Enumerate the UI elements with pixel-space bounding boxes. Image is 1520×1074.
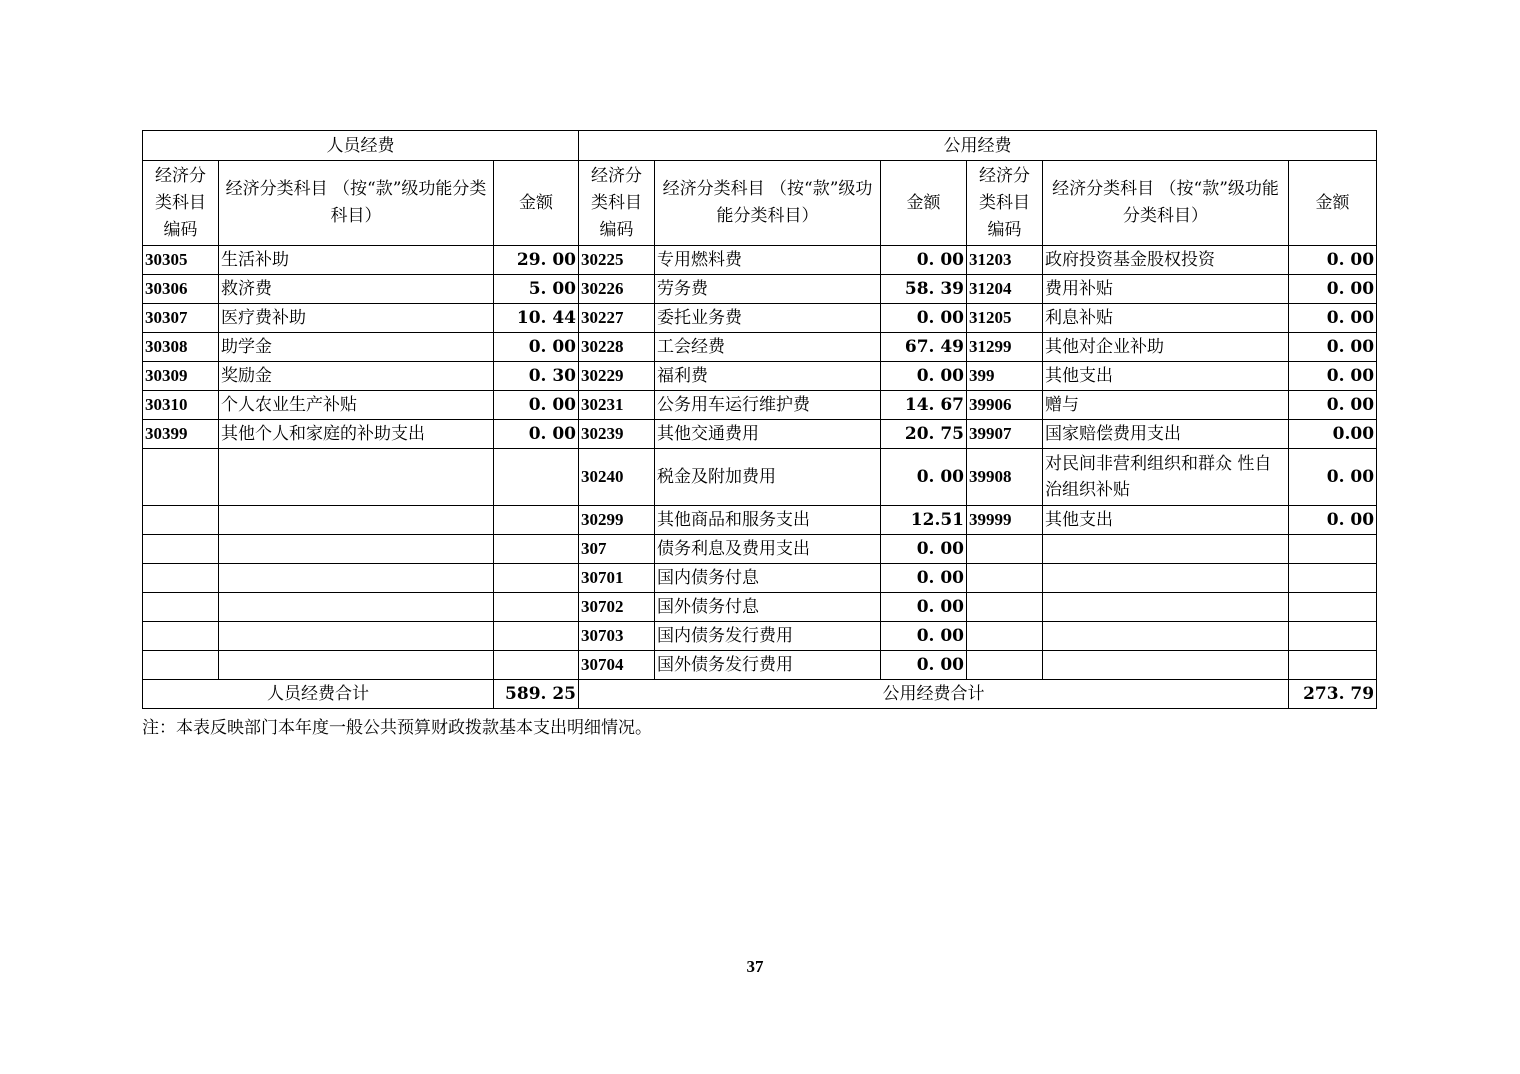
other-item-cell: [1043, 564, 1289, 593]
public-code-cell: 30240: [579, 449, 655, 506]
table-row: [143, 246, 1377, 275]
personnel-total-label: 人员经费合计: [143, 680, 494, 709]
other-code-cell: 399: [967, 362, 1043, 391]
public-code-cell: 30702: [579, 593, 655, 622]
header-code: 经济分 类科目 编码: [579, 161, 655, 246]
personnel-amount-cell: [494, 506, 579, 535]
public-amount-cell: 0. 00: [881, 362, 967, 391]
table-row: [143, 391, 1377, 420]
table-row: [143, 506, 1377, 535]
personnel-amount-cell: 0. 00: [494, 391, 579, 420]
personnel-item-cell: 生活补助: [219, 246, 494, 275]
public-amount-cell: 0. 00: [881, 622, 967, 651]
other-item-cell: 其他支出: [1043, 362, 1289, 391]
public-item-cell: 公务用车运行维护费: [655, 391, 881, 420]
other-amount-cell: [1289, 564, 1377, 593]
personnel-item-cell: [219, 535, 494, 564]
public-item-cell: 国外债务付息: [655, 593, 881, 622]
table-row: [143, 362, 1377, 391]
public-code-cell: 30703: [579, 622, 655, 651]
personnel-amount-cell: 0. 00: [494, 333, 579, 362]
public-amount-cell: 0. 00: [881, 651, 967, 680]
public-code-cell: 30226: [579, 275, 655, 304]
other-amount-cell: 0. 00: [1289, 333, 1377, 362]
table-row: [143, 304, 1377, 333]
header-code: 经济分 类科目 编码: [143, 161, 219, 246]
other-amount-cell: 0. 00: [1289, 362, 1377, 391]
public-item-cell: 税金及附加费用: [655, 449, 881, 506]
other-code-cell: 39907: [967, 420, 1043, 449]
public-code-cell: 30701: [579, 564, 655, 593]
public-item-cell: 委托业务费: [655, 304, 881, 333]
other-amount-cell: [1289, 651, 1377, 680]
personnel-item-cell: 奖励金: [219, 362, 494, 391]
personnel-code-cell: 30309: [143, 362, 219, 391]
header-amount: 金额: [1289, 161, 1377, 246]
table-row: [143, 622, 1377, 651]
other-code-cell: [967, 535, 1043, 564]
personnel-amount-cell: [494, 564, 579, 593]
public-amount-cell: 58. 39: [881, 275, 967, 304]
header-amount: 金额: [881, 161, 967, 246]
other-amount-cell: [1289, 593, 1377, 622]
other-amount-cell: [1289, 535, 1377, 564]
personnel-code-cell: 30399: [143, 420, 219, 449]
personnel-item-cell: 助学金: [219, 333, 494, 362]
personnel-amount-cell: 5. 00: [494, 275, 579, 304]
table-row: [143, 449, 1377, 506]
personnel-item-cell: [219, 622, 494, 651]
personnel-code-cell: [143, 535, 219, 564]
other-amount-cell: 0. 00: [1289, 449, 1377, 506]
public-item-cell: 专用燃料费: [655, 246, 881, 275]
other-amount-cell: 0. 00: [1289, 275, 1377, 304]
other-item-cell: 政府投资基金股权投资: [1043, 246, 1289, 275]
personnel-item-cell: [219, 564, 494, 593]
personnel-amount-cell: [494, 593, 579, 622]
public-item-cell: 其他商品和服务支出: [655, 506, 881, 535]
other-item-cell: [1043, 622, 1289, 651]
header-amount: 金额: [494, 161, 579, 246]
public-amount-cell: 0. 00: [881, 593, 967, 622]
personnel-item-cell: [219, 449, 494, 506]
personnel-amount-cell: 29. 00: [494, 246, 579, 275]
personnel-item-cell: 其他个人和家庭的补助支出: [219, 420, 494, 449]
public-item-cell: 国外债务发行费用: [655, 651, 881, 680]
public-code-cell: 30704: [579, 651, 655, 680]
other-amount-cell: 0. 00: [1289, 506, 1377, 535]
public-code-cell: 30299: [579, 506, 655, 535]
public-amount-cell: 20. 75: [881, 420, 967, 449]
table-row: [143, 420, 1377, 449]
public-total-label: 公用经费合计: [579, 680, 1289, 709]
header-item: 经济分类科目 （按“款”级功能分类科目）: [219, 161, 494, 246]
personnel-item-cell: [219, 593, 494, 622]
public-amount-cell: 0. 00: [881, 535, 967, 564]
other-item-cell: 费用补贴: [1043, 275, 1289, 304]
personnel-item-cell: [219, 506, 494, 535]
table-row: [143, 651, 1377, 680]
public-code-cell: 30231: [579, 391, 655, 420]
other-item-cell: 利息补贴: [1043, 304, 1289, 333]
personnel-code-cell: [143, 506, 219, 535]
header-item: 经济分类科目 （按“款”级功能分类科目）: [1043, 161, 1289, 246]
expense-table: [142, 130, 1377, 709]
other-amount-cell: 0. 00: [1289, 391, 1377, 420]
header-item: 经济分类科目 （按“款”级功能分类科目）: [655, 161, 881, 246]
table-row: [143, 275, 1377, 304]
personnel-item-cell: [219, 651, 494, 680]
table-note: 注：本表反映部门本年度一般公共预算财政拨款基本支出明细情况。: [142, 718, 652, 738]
public-item-cell: 其他交通费用: [655, 420, 881, 449]
public-code-cell: 30228: [579, 333, 655, 362]
other-amount-cell: 0.00: [1289, 420, 1377, 449]
other-item-cell: [1043, 535, 1289, 564]
other-amount-cell: [1289, 622, 1377, 651]
personnel-total-value: 589. 25: [494, 680, 579, 709]
personnel-item-cell: 医疗费补助: [219, 304, 494, 333]
other-item-cell: 其他对企业补助: [1043, 333, 1289, 362]
personnel-item-cell: 救济费: [219, 275, 494, 304]
table-row: [143, 593, 1377, 622]
other-code-cell: 31205: [967, 304, 1043, 333]
other-amount-cell: 0. 00: [1289, 246, 1377, 275]
public-amount-cell: 14. 67: [881, 391, 967, 420]
personnel-code-cell: 30308: [143, 333, 219, 362]
table-row: [143, 535, 1377, 564]
public-item-cell: 劳务费: [655, 275, 881, 304]
personnel-amount-cell: [494, 651, 579, 680]
personnel-code-cell: 30307: [143, 304, 219, 333]
public-item-cell: 福利费: [655, 362, 881, 391]
other-code-cell: 31204: [967, 275, 1043, 304]
personnel-code-cell: [143, 622, 219, 651]
other-item-cell: 对民间非营利组织和群众 性自治组织补贴: [1043, 449, 1289, 506]
personnel-code-cell: 30305: [143, 246, 219, 275]
personnel-code-cell: [143, 564, 219, 593]
public-amount-cell: 0. 00: [881, 246, 967, 275]
personnel-code-cell: [143, 593, 219, 622]
public-code-cell: 30227: [579, 304, 655, 333]
personnel-amount-cell: 0. 00: [494, 420, 579, 449]
table-row: [143, 564, 1377, 593]
public-amount-cell: 67. 49: [881, 333, 967, 362]
public-total-value: 273. 79: [1289, 680, 1377, 709]
other-item-cell: 其他支出: [1043, 506, 1289, 535]
personnel-amount-cell: [494, 449, 579, 506]
public-item-cell: 国内债务发行费用: [655, 622, 881, 651]
other-code-cell: [967, 622, 1043, 651]
other-item-cell: 赠与: [1043, 391, 1289, 420]
public-amount-cell: 12.51: [881, 506, 967, 535]
other-item-cell: 国家赔偿费用支出: [1043, 420, 1289, 449]
other-amount-cell: 0. 00: [1289, 304, 1377, 333]
personnel-amount-cell: 0. 30: [494, 362, 579, 391]
other-code-cell: [967, 651, 1043, 680]
personnel-amount-cell: [494, 535, 579, 564]
other-item-cell: [1043, 593, 1289, 622]
table-row: [143, 333, 1377, 362]
personnel-code-cell: [143, 449, 219, 506]
other-code-cell: [967, 593, 1043, 622]
public-amount-cell: 0. 00: [881, 304, 967, 333]
public-item-cell: 工会经费: [655, 333, 881, 362]
other-code-cell: 39906: [967, 391, 1043, 420]
section-personnel: 人员经费: [143, 131, 579, 161]
personnel-code-cell: 30310: [143, 391, 219, 420]
public-amount-cell: 0. 00: [881, 564, 967, 593]
public-code-cell: 30225: [579, 246, 655, 275]
header-code: 经济分 类科目 编码: [967, 161, 1043, 246]
public-item-cell: 国内债务付息: [655, 564, 881, 593]
public-item-cell: 债务利息及费用支出: [655, 535, 881, 564]
public-code-cell: 307: [579, 535, 655, 564]
other-code-cell: 31299: [967, 333, 1043, 362]
other-code-cell: 39999: [967, 506, 1043, 535]
section-public: 公用经费: [579, 131, 1377, 161]
personnel-code-cell: [143, 651, 219, 680]
personnel-item-cell: 个人农业生产补贴: [219, 391, 494, 420]
other-code-cell: 31203: [967, 246, 1043, 275]
other-item-cell: [1043, 651, 1289, 680]
personnel-code-cell: 30306: [143, 275, 219, 304]
public-amount-cell: 0. 00: [881, 449, 967, 506]
other-code-cell: [967, 564, 1043, 593]
other-code-cell: 39908: [967, 449, 1043, 506]
public-code-cell: 30229: [579, 362, 655, 391]
personnel-amount-cell: [494, 622, 579, 651]
page-number: 37: [746, 957, 764, 976]
personnel-amount-cell: 10. 44: [494, 304, 579, 333]
public-code-cell: 30239: [579, 420, 655, 449]
